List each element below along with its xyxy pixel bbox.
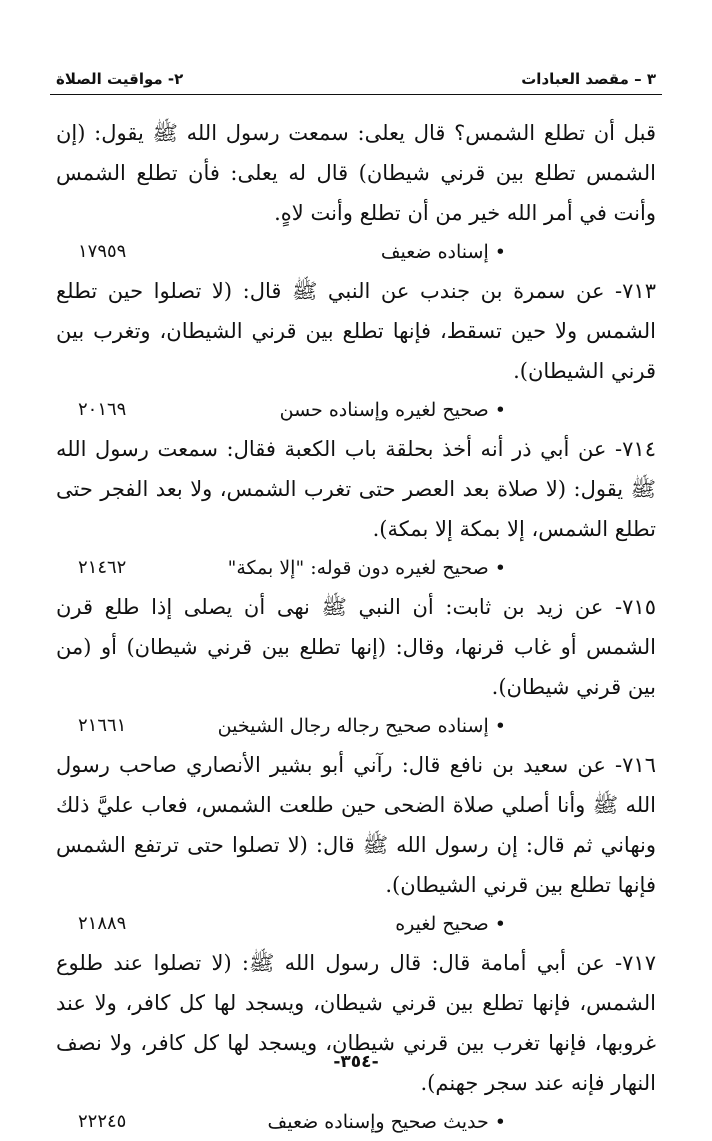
reference-number: ٢١٨٨٩ [78, 913, 127, 934]
hadith-paragraph: ٧١٧- عن أبي أمامة قال: قال رسول الله ﷺ: (لا تصلوا عند طلوع الشمس، فإنها تطلع بين قرني شيطان، ويسجد لها كل كافر، ولا عند غروبها، فإنها تغرب بين قرني شيطان، ويسجد لها كل كافر، ولا نصف النهار فإنه عند سجر جهنم). [56, 951, 656, 1095]
page-number: -٣٥٤- [333, 1052, 379, 1072]
header-chapter-title: ٢- مواقيت الصلاة [56, 70, 184, 88]
grading-text: • صحيح لغيره وإسناده حسن [280, 391, 656, 429]
hadith-paragraph: ٧١٦- عن سعيد بن نافع قال: رآني أبو بشير الأنصاري صاحب رسول الله ﷺ وأنا أصلي صلاة الضحى حين طلعت الشمس، فعاب عليَّ ذلك ونهاني ثم قال: إن رسول الله ﷺ قال: (لا تصلوا حتى ترتفع الشمس فإنها تطلع بين قرني الشيطان). [56, 753, 656, 897]
reference-number: ٢٢٢٤٥ [78, 1111, 127, 1132]
grading-line [50, 1103, 662, 1141]
reference-number: ٢١٤٦٢ [78, 557, 127, 578]
reference-number: ٢١٦٦١ [78, 715, 127, 736]
hadith-paragraph: ٧١٣- عن سمرة بن جندب عن النبي ﷺ قال: (لا تصلوا حين تطلع الشمس ولا حين تسقط، فإنها تطلع بين قرني الشيطان، وتغرب بين قرني الشيطان). [56, 279, 656, 383]
grading-text: • حديث صحيح وإسناده ضعيف [268, 1103, 656, 1141]
grading-text: • إسناده ضعيف [381, 233, 656, 271]
grading-line [50, 233, 662, 271]
grading-line [50, 905, 662, 943]
grading-text: • إسناده صحيح رجاله رجال الشيخين [218, 707, 656, 745]
grading-text: • صحيح لغيره دون قوله: "إلا بمكة" [228, 549, 656, 587]
page-body [50, 113, 662, 1141]
hadith-paragraph: ٧١٤- عن أبي ذر أنه أخذ بحلقة باب الكعبة فقال: سمعت رسول الله ﷺ يقول: (لا صلاة بعد العصر حتى تغرب الشمس، ولا بعد الفجر حتى تطلع الشمس، إلا بمكة إلا بمكة). [56, 437, 656, 541]
header-divider [50, 94, 662, 95]
running-header [50, 70, 662, 94]
hadith-paragraph: ٧١٥- عن زيد بن ثابت: أن النبي ﷺ نهى أن يصلى إذا طلع قرن الشمس أو غاب قرنها، وقال: (إنها تطلع بين قرني شيطان) أو (من بين قرني شيطان). [56, 595, 656, 699]
grading-line [50, 391, 662, 429]
reference-number: ٢٠١٦٩ [78, 399, 127, 420]
grading-line [50, 549, 662, 587]
reference-number: ١٧٩٥٩ [78, 241, 127, 262]
header-section-title: ٣ – مقصد العبادات [521, 70, 656, 88]
grading-text: • صحيح لغيره [395, 905, 656, 943]
hadith-paragraph: قبل أن تطلع الشمس؟ قال يعلى: سمعت رسول الله ﷺ يقول: (إن الشمس تطلع بين قرني شيطان) قال له يعلى: فأن تطلع الشمس وأنت في أمر الله خير من أن تطلع وأنت لاهٍ. [56, 121, 656, 225]
grading-line [50, 707, 662, 745]
